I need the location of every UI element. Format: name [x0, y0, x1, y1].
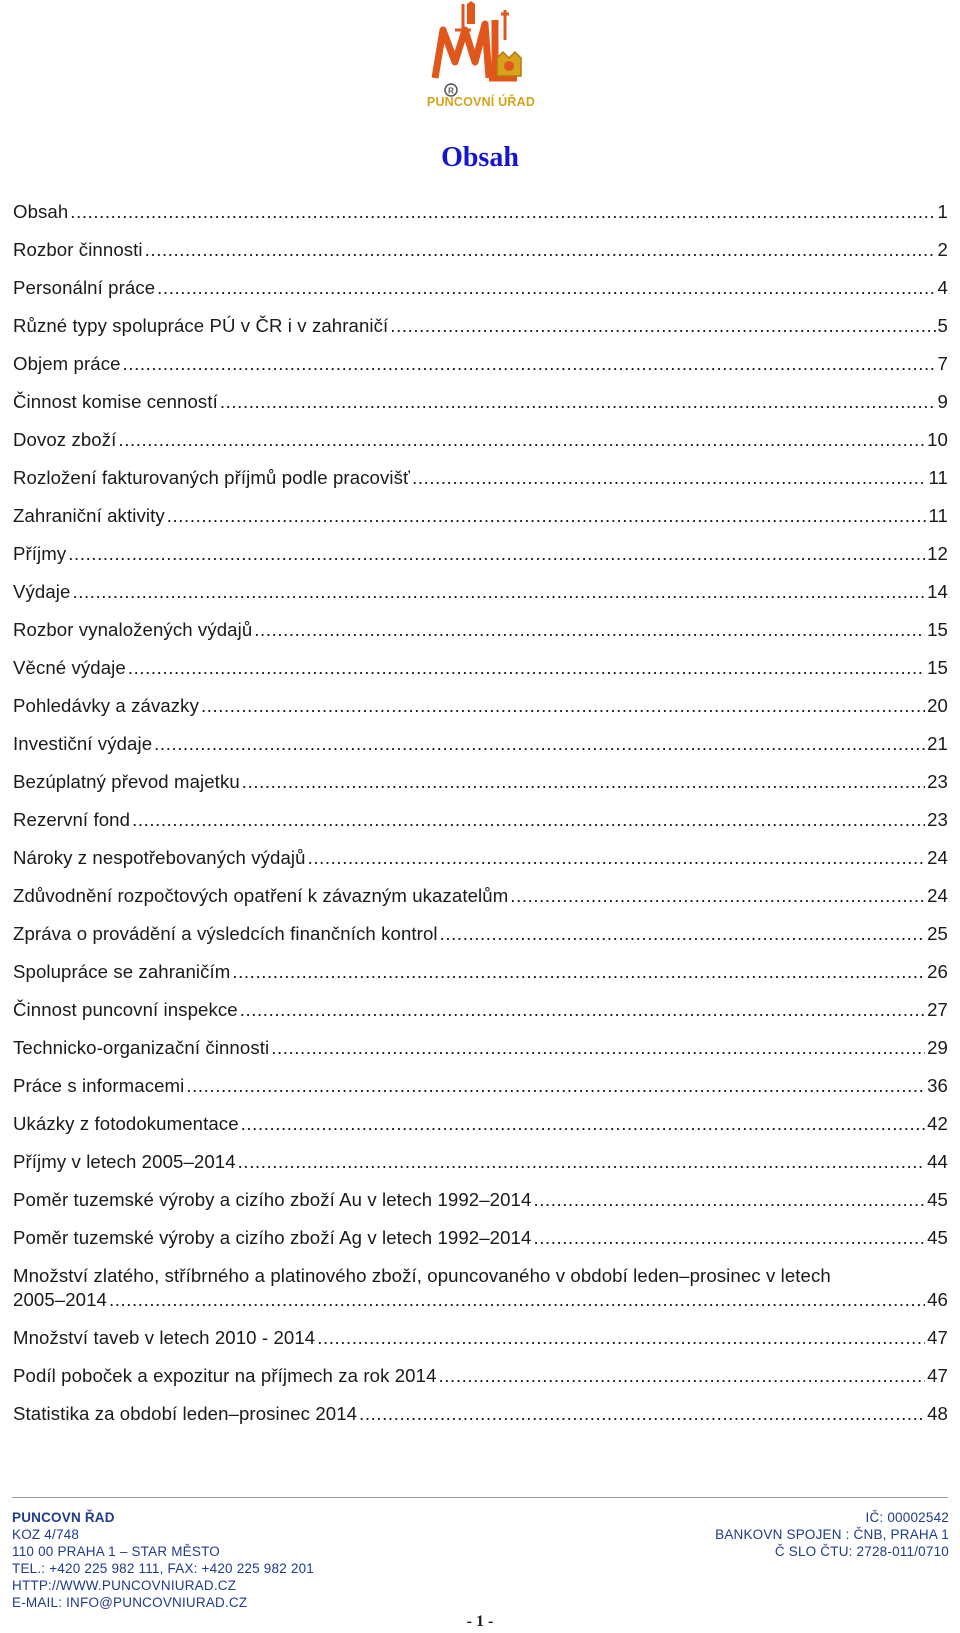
toc-entry-page: 24	[927, 847, 948, 868]
toc-entry-page: 11	[928, 505, 948, 526]
logo-text: PUNCOVNÍ ÚŘAD	[426, 95, 536, 109]
toc-entry[interactable]	[13, 1212, 948, 1250]
toc-dot-leader	[201, 696, 925, 718]
toc-entry-page: 1	[937, 201, 948, 222]
toc-dot-leader	[271, 1038, 925, 1060]
toc-entry-page: 4	[937, 277, 948, 298]
toc-dot-leader	[109, 1290, 925, 1312]
toc-entry[interactable]	[13, 680, 948, 718]
toc-entry-label: Rozbor činnosti	[13, 239, 143, 260]
toc-entry[interactable]	[13, 1022, 948, 1060]
toc-entry-label: Zpráva o provádění a výsledcích finančních kontrol	[13, 923, 438, 944]
toc-entry-page: 12	[927, 543, 948, 564]
toc-entry-page: 48	[927, 1403, 948, 1424]
toc-entry[interactable]	[13, 414, 948, 452]
toc-entry-page: 26	[927, 961, 948, 982]
toc-entry-label: Poměr tuzemské výroby a cizího zboží Ag v letech 1992–2014	[13, 1227, 532, 1248]
toc-entry[interactable]	[13, 1350, 948, 1388]
toc-entry-page: 45	[927, 1189, 948, 1210]
toc-entry[interactable]	[13, 604, 948, 642]
toc-entry[interactable]	[13, 300, 948, 338]
toc-entry-label: Zahraniční aktivity	[13, 505, 165, 526]
toc-dot-leader	[317, 1328, 925, 1350]
toc-entry[interactable]	[13, 642, 948, 680]
toc-entry-page: 21	[927, 733, 948, 754]
toc-entry-page: 29	[927, 1037, 948, 1058]
toc-entry[interactable]	[13, 984, 948, 1022]
footer-street: KOZ 4/748	[12, 1527, 80, 1542]
toc-entry[interactable]	[13, 262, 948, 300]
toc-entry-page: 46	[927, 1289, 948, 1310]
toc-entry-page: 15	[927, 619, 948, 640]
toc-dot-leader	[186, 1076, 925, 1098]
toc-dot-leader	[308, 848, 926, 870]
toc-dot-leader	[72, 582, 925, 604]
toc-entry-label: Rezervní fond	[13, 809, 131, 830]
toc-entry-label: Poměr tuzemské výroby a cizího zboží Au v letech 1992–2014	[13, 1189, 532, 1210]
toc-entry-label: Příjmy v letech 2005–2014	[13, 1151, 236, 1172]
toc-entry-label: Různé typy spolupráce PÚ v ČR i v zahraničí	[13, 315, 389, 336]
footer-account: Č SLO ČTU: 2728-011/0710	[774, 1544, 949, 1559]
toc-dot-leader	[232, 962, 925, 984]
toc-dot-leader	[533, 1228, 925, 1250]
toc-dot-leader	[359, 1404, 925, 1426]
toc-dot-leader	[123, 354, 936, 376]
toc-dot-leader	[145, 240, 936, 262]
toc-entry-label: Spolupráce se zahraničím	[13, 961, 231, 982]
toc-entry[interactable]	[13, 908, 948, 946]
toc-entry-label: Dovoz zboží	[13, 429, 117, 450]
toc-entry-page: 5	[937, 315, 948, 336]
toc-entry-page: 10	[927, 429, 948, 450]
page-number: - 1 -	[466, 1613, 494, 1630]
svg-text:R: R	[448, 86, 454, 96]
toc-dot-leader	[241, 1114, 925, 1136]
toc-entry-label: Výdaje	[13, 581, 71, 602]
toc-dot-leader	[167, 506, 927, 528]
toc-entry-page: 45	[927, 1227, 948, 1248]
toc-entry-label: 2005–2014	[13, 1289, 107, 1310]
toc-entry-label: Obsah	[13, 201, 69, 222]
toc-entry[interactable]	[13, 338, 948, 376]
toc-entry-label-line1: Množství zlatého, stříbrného a platinového zboží, opuncovaného v období leden–prosinec v letech	[13, 1265, 831, 1286]
toc-entry-label: Personální práce	[13, 277, 156, 298]
toc-entry-label: Rozložení fakturovaných příjmů podle pracovišť	[13, 467, 411, 488]
footer-ic: IČ: 00002542	[865, 1510, 949, 1525]
footer-email: E-MAIL: INFO@PUNCOVNIURAD.CZ	[12, 1595, 248, 1610]
toc-entry[interactable]	[13, 870, 948, 908]
toc-entry-label: Objem práce	[13, 353, 121, 374]
toc-entry-label: Ukázky z fotodokumentace	[13, 1113, 239, 1134]
toc-dot-leader	[240, 1000, 925, 1022]
puncovni-urad-logo	[405, 0, 557, 120]
toc-dot-leader	[220, 392, 936, 414]
toc-entry-label: Technicko-organizační činnosti	[13, 1037, 270, 1058]
toc-dot-leader	[533, 1190, 925, 1212]
toc-entry[interactable]	[13, 186, 948, 224]
toc-entry[interactable]	[13, 756, 948, 794]
toc-entry[interactable]	[13, 224, 948, 262]
toc-entry-label: Podíl poboček a expozitur na příjmech za rok 2014	[13, 1365, 437, 1386]
toc-entry-page: 7	[937, 353, 948, 374]
toc-dot-leader	[68, 544, 925, 566]
toc-entry[interactable]	[13, 1098, 948, 1136]
toc-dot-leader	[254, 620, 925, 642]
toc-entry-page: 23	[927, 771, 948, 792]
footer-bank: BANKOVN SPOJEN : ČNB, PRAHA 1	[715, 1527, 949, 1542]
toc-entry[interactable]	[13, 718, 948, 756]
toc-entry[interactable]	[13, 528, 948, 566]
toc-entry-page: 25	[927, 923, 948, 944]
toc-dot-leader	[412, 468, 926, 490]
toc-entry-page: 42	[927, 1113, 948, 1134]
toc-entry[interactable]	[13, 376, 948, 414]
toc-entry-label: Investiční výdaje	[13, 733, 153, 754]
toc-dot-leader	[157, 278, 935, 300]
toc-entry-label: Příjmy	[13, 543, 67, 564]
toc-entry-page: 14	[927, 581, 948, 602]
toc-dot-leader	[440, 924, 925, 946]
footer-website: HTTP://WWW.PUNCOVNIURAD.CZ	[12, 1578, 237, 1593]
toc-dot-leader	[238, 1152, 925, 1174]
toc-entry[interactable]	[13, 452, 948, 490]
toc-entry-label: Nároky z nespotřebovaných výdajů	[13, 847, 306, 868]
toc-entry-label: Statistika za období leden–prosinec 2014	[13, 1403, 358, 1424]
toc-entry-label: Rozbor vynaložených výdajů	[13, 619, 253, 640]
toc-entry-page: 44	[927, 1151, 948, 1172]
toc-entry-page: 47	[927, 1327, 948, 1348]
toc-dot-leader	[118, 430, 925, 452]
footer-bank-block	[715, 1509, 949, 1560]
toc-entry-page: 47	[927, 1365, 948, 1386]
toc-entry[interactable]	[13, 946, 948, 984]
toc-entry[interactable]	[13, 566, 948, 604]
toc-entry-label: Věcné výdaje	[13, 657, 126, 678]
toc-entry[interactable]	[13, 1174, 948, 1212]
toc-entry-label: Bezúplatný převod majetku	[13, 771, 240, 792]
toc-entry[interactable]	[13, 1136, 948, 1174]
toc-entry-page: 27	[927, 999, 948, 1020]
toc-entry-page: 2	[937, 239, 948, 260]
toc-entry[interactable]	[13, 490, 948, 528]
toc-entry-page: 11	[928, 467, 948, 488]
footer-address-block	[12, 1509, 314, 1611]
toc-dot-leader	[390, 316, 935, 338]
toc-entry-label: Pohledávky a závazky	[13, 695, 199, 716]
toc-dot-leader	[510, 886, 925, 908]
toc-entry[interactable]	[13, 1060, 948, 1098]
toc-entry-page: 36	[927, 1075, 948, 1096]
toc-dot-leader	[70, 202, 935, 224]
toc-dot-leader	[132, 810, 925, 832]
footer-phone-fax: TEL.: +420 225 982 111, FAX: +420 225 982 201	[12, 1561, 314, 1576]
toc-dot-leader	[439, 1366, 926, 1388]
toc-entry-label: Činnost puncovní inspekce	[13, 999, 238, 1020]
toc-entry-label: Zdůvodnění rozpočtových opatření k závazným ukazatelům	[13, 885, 509, 906]
toc-dot-leader	[154, 734, 925, 756]
toc-entry[interactable]	[13, 832, 948, 870]
footer-org-name: PUNCOVN ŘAD	[12, 1510, 115, 1525]
toc-entry-page: 15	[927, 657, 948, 678]
page-title: Obsah	[441, 142, 519, 173]
footer-city: 110 00 PRAHA 1 – STAR MĚSTO	[12, 1544, 220, 1559]
toc-entry[interactable]	[13, 1250, 948, 1312]
toc-entry-label: Činnost komise cenností	[13, 391, 218, 412]
toc-entry[interactable]	[13, 1312, 948, 1350]
toc-entry-page: 9	[937, 391, 948, 412]
toc-entry-label: Práce s informacemi	[13, 1075, 185, 1096]
toc-entry-page: 23	[927, 809, 948, 830]
toc-entry-page: 20	[927, 695, 948, 716]
toc-dot-leader	[242, 772, 925, 794]
toc-entry[interactable]	[13, 794, 948, 832]
toc-entry-label: Množství taveb v letech 2010 - 2014	[13, 1327, 316, 1348]
toc-entry-page: 24	[927, 885, 948, 906]
footer-divider	[12, 1497, 948, 1498]
table-of-contents	[13, 186, 948, 1426]
toc-entry[interactable]	[13, 1388, 948, 1426]
toc-dot-leader	[128, 658, 925, 680]
